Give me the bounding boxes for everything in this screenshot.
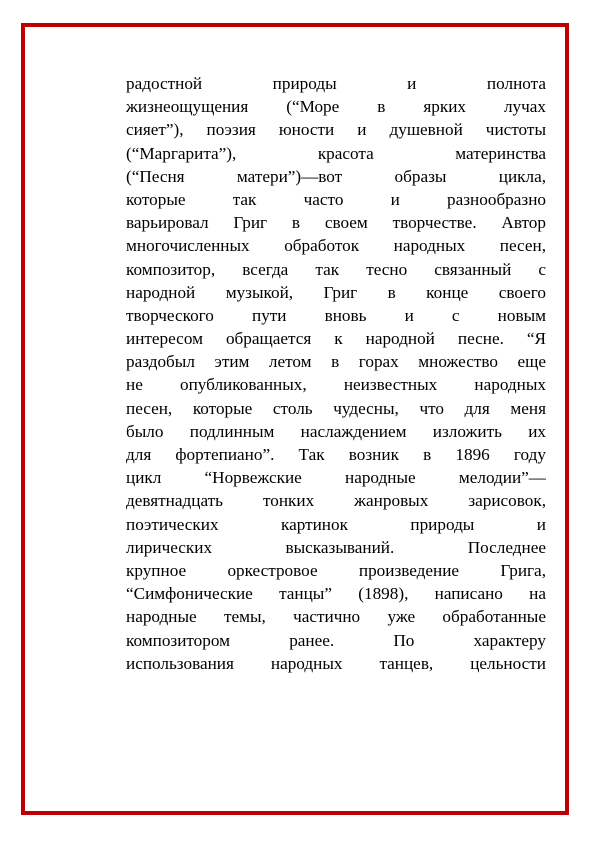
text-line: творческого пути вновь и с новым <box>126 305 546 325</box>
text-line: девятнадцать тонких жанровых зарисовок, <box>126 491 546 511</box>
text-line: сияет”), поэзия юности и душевной чистоты <box>126 120 546 140</box>
text-line: интересом обращается к народной песне. “Я <box>126 329 546 349</box>
body-text <box>126 72 546 675</box>
text-line: использования народных танцев, цельности <box>126 653 546 673</box>
text-line: народной музыкой, Григ в конце своего <box>126 282 546 302</box>
text-line: композитором ранее. По характеру <box>126 630 546 650</box>
text-line: лирических высказываний. Последнее <box>126 537 546 557</box>
text-line: не опубликованных, неизвестных народных <box>126 375 546 395</box>
text-line: крупное оркестровое произведение Грига, <box>126 560 546 580</box>
text-line: (“Маргарита”), красота материнства <box>126 143 546 163</box>
text-line: для фортепиано”. Так возник в 1896 году <box>126 445 546 464</box>
text-line: было подлинным наслаждением изложить их <box>126 421 546 441</box>
text-line: радостной природы и полнота <box>126 74 546 93</box>
text-line: “Симфонические танцы” (1898), написано на <box>126 584 546 604</box>
text-line: песен, которые столь чудесны, что для меня <box>126 398 546 418</box>
text-line: народные темы, частично уже обработанные <box>126 607 546 627</box>
text-line: композитор, всегда так тесно связанный с <box>126 259 546 279</box>
text-line: (“Песня матери”)—вот образы цикла, <box>126 166 546 186</box>
text-line: цикл “Норвежские народные мелодии”— <box>126 468 546 488</box>
text-line: раздобыл этим летом в горах множество еще <box>126 352 546 372</box>
text-line: многочисленных обработок народных песен, <box>126 236 546 256</box>
text-line: жизнеощущения (“Море в ярких лучах <box>126 97 546 117</box>
text-line: поэтических картинок природы и <box>126 514 546 534</box>
text-line: которые так часто и разнообразно <box>126 189 546 209</box>
text-line: варьировал Григ в своем творчестве. Автор <box>126 213 546 233</box>
